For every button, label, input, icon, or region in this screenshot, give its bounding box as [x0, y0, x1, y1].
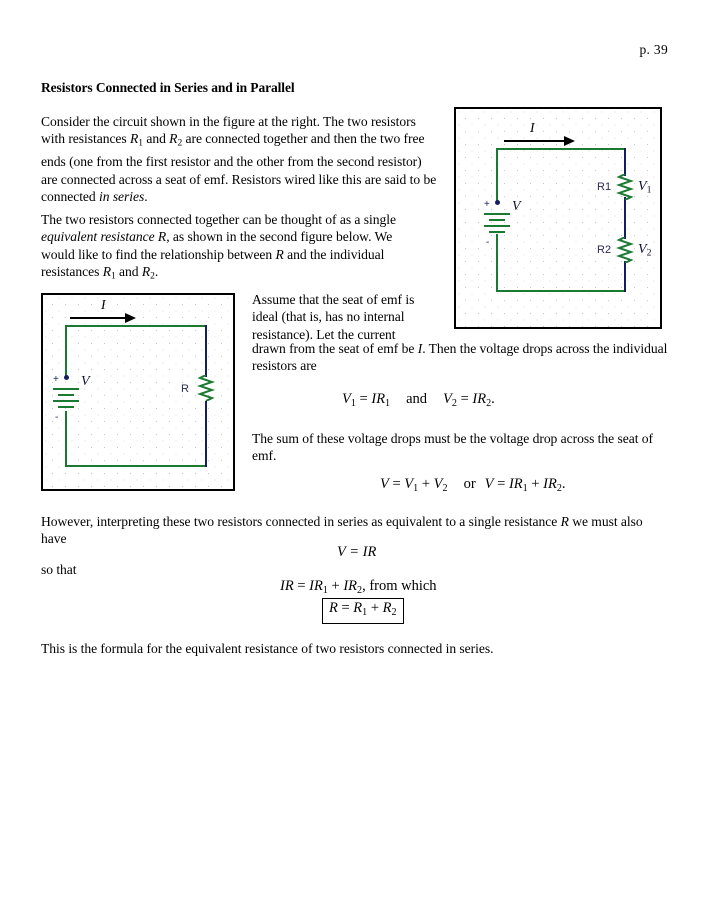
battery-plate-long-1-left	[53, 388, 79, 390]
resistor-1-symbol	[616, 174, 634, 200]
eq1-IR2: $IR_2$	[472, 391, 492, 409]
figure-series-circuit	[454, 107, 662, 329]
eq4-tail: , from which	[362, 578, 437, 594]
wire-left-upper	[496, 148, 498, 202]
symbol-I: I	[417, 341, 423, 356]
source-voltage-label-left: V	[81, 374, 90, 389]
battery-minus-sign-left: -	[55, 412, 59, 423]
boxed-R2: $R_2$	[382, 600, 397, 618]
p2-emphasis-equivalent-resistance: equivalent resistance R	[41, 229, 167, 245]
p1-text-b: and	[142, 131, 170, 147]
battery-plate-short-2-left	[58, 406, 74, 408]
paragraph-sum-of-drops: The sum of these voltage drops must be the voltage drop across the seat of emf.	[252, 431, 653, 464]
eq1-V2: $V_2$	[443, 391, 457, 409]
symbol-R-c: R	[560, 514, 569, 529]
p5-text-b: we must also have	[41, 514, 643, 547]
wire-right-bottom	[624, 261, 626, 292]
wire-right-upper-left-fig	[205, 325, 207, 377]
equation-voltage-drops	[342, 391, 495, 409]
eq2-end: .	[561, 476, 566, 492]
battery-node-left-fig	[64, 375, 69, 380]
eq1-end: .	[491, 391, 495, 407]
resistor-2-symbol	[616, 237, 634, 263]
battery-plate-long-2-left	[53, 400, 79, 402]
p5-text-a: However, interpreting these two resistors connected in series as equivalent to a single resistance	[41, 514, 561, 529]
wire-right-top	[624, 148, 626, 176]
wire-left-lower	[496, 234, 498, 292]
battery-plate-short-1-left	[58, 394, 74, 396]
eq2-IR1: $IR_1$	[508, 476, 528, 494]
eq2-equals-a: =	[388, 476, 405, 492]
battery-node	[495, 200, 500, 205]
eq4-equals: =	[293, 578, 310, 594]
page-number: p. 39	[639, 42, 668, 57]
boxed-R: R	[329, 600, 338, 616]
page-title: Resistors Connected in Series and in Parallel	[41, 80, 295, 95]
eq4-IR: IR	[280, 578, 294, 594]
paragraph-however-equivalent	[41, 513, 671, 548]
voltage-2-label: $V_2$	[638, 242, 652, 259]
current-label: I	[530, 120, 535, 135]
eq2-V: V	[380, 476, 389, 492]
p3-text-pre: drawn from the seat of emf be	[252, 341, 418, 356]
eq2-V2: $V_2$	[433, 476, 448, 494]
eq2-V1: $V_1$	[404, 476, 419, 494]
battery-plate-short-2	[489, 231, 505, 233]
eq1-equals-b: =	[456, 391, 473, 407]
resistor-label-left: R	[181, 383, 189, 395]
resistor-2-label: R2	[597, 244, 612, 256]
p2-text-e: .	[154, 264, 159, 280]
battery-plate-long-2	[484, 225, 510, 227]
voltage-1-label: $V_1$	[638, 179, 652, 196]
source-voltage-label: V	[512, 199, 521, 214]
p1-emphasis-in-series: in series	[99, 189, 145, 205]
wire-bottom	[496, 290, 626, 292]
p1-text-a: Consider the circuit shown in the figure at the right. The two resistors with resistances	[41, 114, 416, 147]
eq2-equals-b: =	[493, 476, 509, 492]
p2-text-d: and	[115, 264, 142, 280]
wire-top-left-fig	[65, 325, 207, 327]
eq2-plus-b: +	[527, 476, 544, 492]
eq4-IR1: $IR_1$	[309, 578, 328, 596]
symbol-R2-b: $R_2$	[141, 264, 155, 282]
p2-text-c: and the individual resistances	[41, 246, 385, 280]
current-arrow-head-left	[125, 313, 136, 323]
wire-top	[496, 148, 626, 150]
eq1-V1: $V_1$	[342, 391, 356, 409]
battery-plate-short-1	[489, 219, 505, 221]
eq4-IR2: $IR_2$	[343, 578, 363, 596]
paragraph-conclusion: This is the formula for the equivalent resistance of two resistors connected in series.	[41, 641, 494, 656]
paragraph-so-that: so that	[41, 562, 77, 577]
equation-IR-expansion	[280, 578, 437, 596]
figure-equivalent-circuit	[41, 293, 235, 491]
battery-plus-sign-left: +	[53, 374, 59, 385]
wire-right-middle	[624, 197, 626, 239]
p2-text-a: The two resistors connected together can be thought of as a single	[41, 212, 396, 227]
resistor-1-label: R1	[597, 181, 612, 193]
symbol-R1-b: $R_1$	[102, 264, 116, 282]
battery-minus-sign: -	[486, 237, 490, 248]
paragraph-assume-ideal-emf-cont	[252, 340, 672, 375]
p2-text-b: , as shown in the second figure below. We would like to find the relationship between	[41, 229, 393, 262]
p3-text-post: . Then the voltage drops across the individual resistors are	[252, 341, 668, 374]
eq2-plus-a: +	[418, 476, 434, 492]
wire-left-lower-left-fig	[65, 411, 67, 467]
paragraph-intro	[41, 113, 439, 206]
eq2-conjunction: or	[463, 476, 476, 492]
eq1-equals-a: =	[355, 391, 372, 407]
equation-sum-voltages	[380, 476, 566, 494]
paragraph-equivalent-resistance	[41, 211, 421, 286]
boxed-result-equivalent-resistance	[322, 598, 404, 624]
eq4-plus: +	[327, 578, 344, 594]
symbol-R1: $R_1$	[130, 131, 143, 150]
eq2-V-b: V	[484, 476, 494, 492]
p1-text-c: are connected together and then the two free ends (one from the first resistor and the other from the second resistor) are connected across a seat of emf. Resistors wired like this are said to be connected	[41, 131, 437, 205]
equation-ohms-law	[337, 544, 376, 561]
current-label-left: I	[101, 297, 106, 312]
eq3-expression: V = IR	[337, 544, 377, 560]
eq1-conjunction: and	[406, 391, 428, 407]
eq1-IR1: $IR_1$	[371, 391, 391, 409]
boxed-equals: =	[337, 600, 354, 616]
symbol-R: R	[275, 246, 284, 262]
current-arrow-head	[564, 136, 575, 146]
wire-right-lower-left-fig	[205, 401, 207, 467]
wire-left-upper-left-fig	[65, 325, 67, 377]
resistor-symbol-left	[197, 375, 215, 401]
symbol-R2: $R_2$	[169, 131, 183, 150]
paragraph-assume-ideal-emf: Assume that the seat of emf is ideal (that is, has no internal resistance). Let the current	[252, 292, 415, 342]
boxed-R1: $R_1$	[353, 600, 368, 618]
boxed-plus: +	[367, 600, 383, 616]
battery-plate-long-1	[484, 213, 510, 215]
eq2-IR2: $IR_2$	[543, 476, 562, 494]
current-arrow-line-left	[70, 317, 127, 319]
wire-bottom-left-fig	[65, 465, 207, 467]
current-arrow-line	[504, 140, 566, 142]
p1-period: .	[144, 189, 148, 205]
battery-plus-sign: +	[484, 199, 490, 210]
